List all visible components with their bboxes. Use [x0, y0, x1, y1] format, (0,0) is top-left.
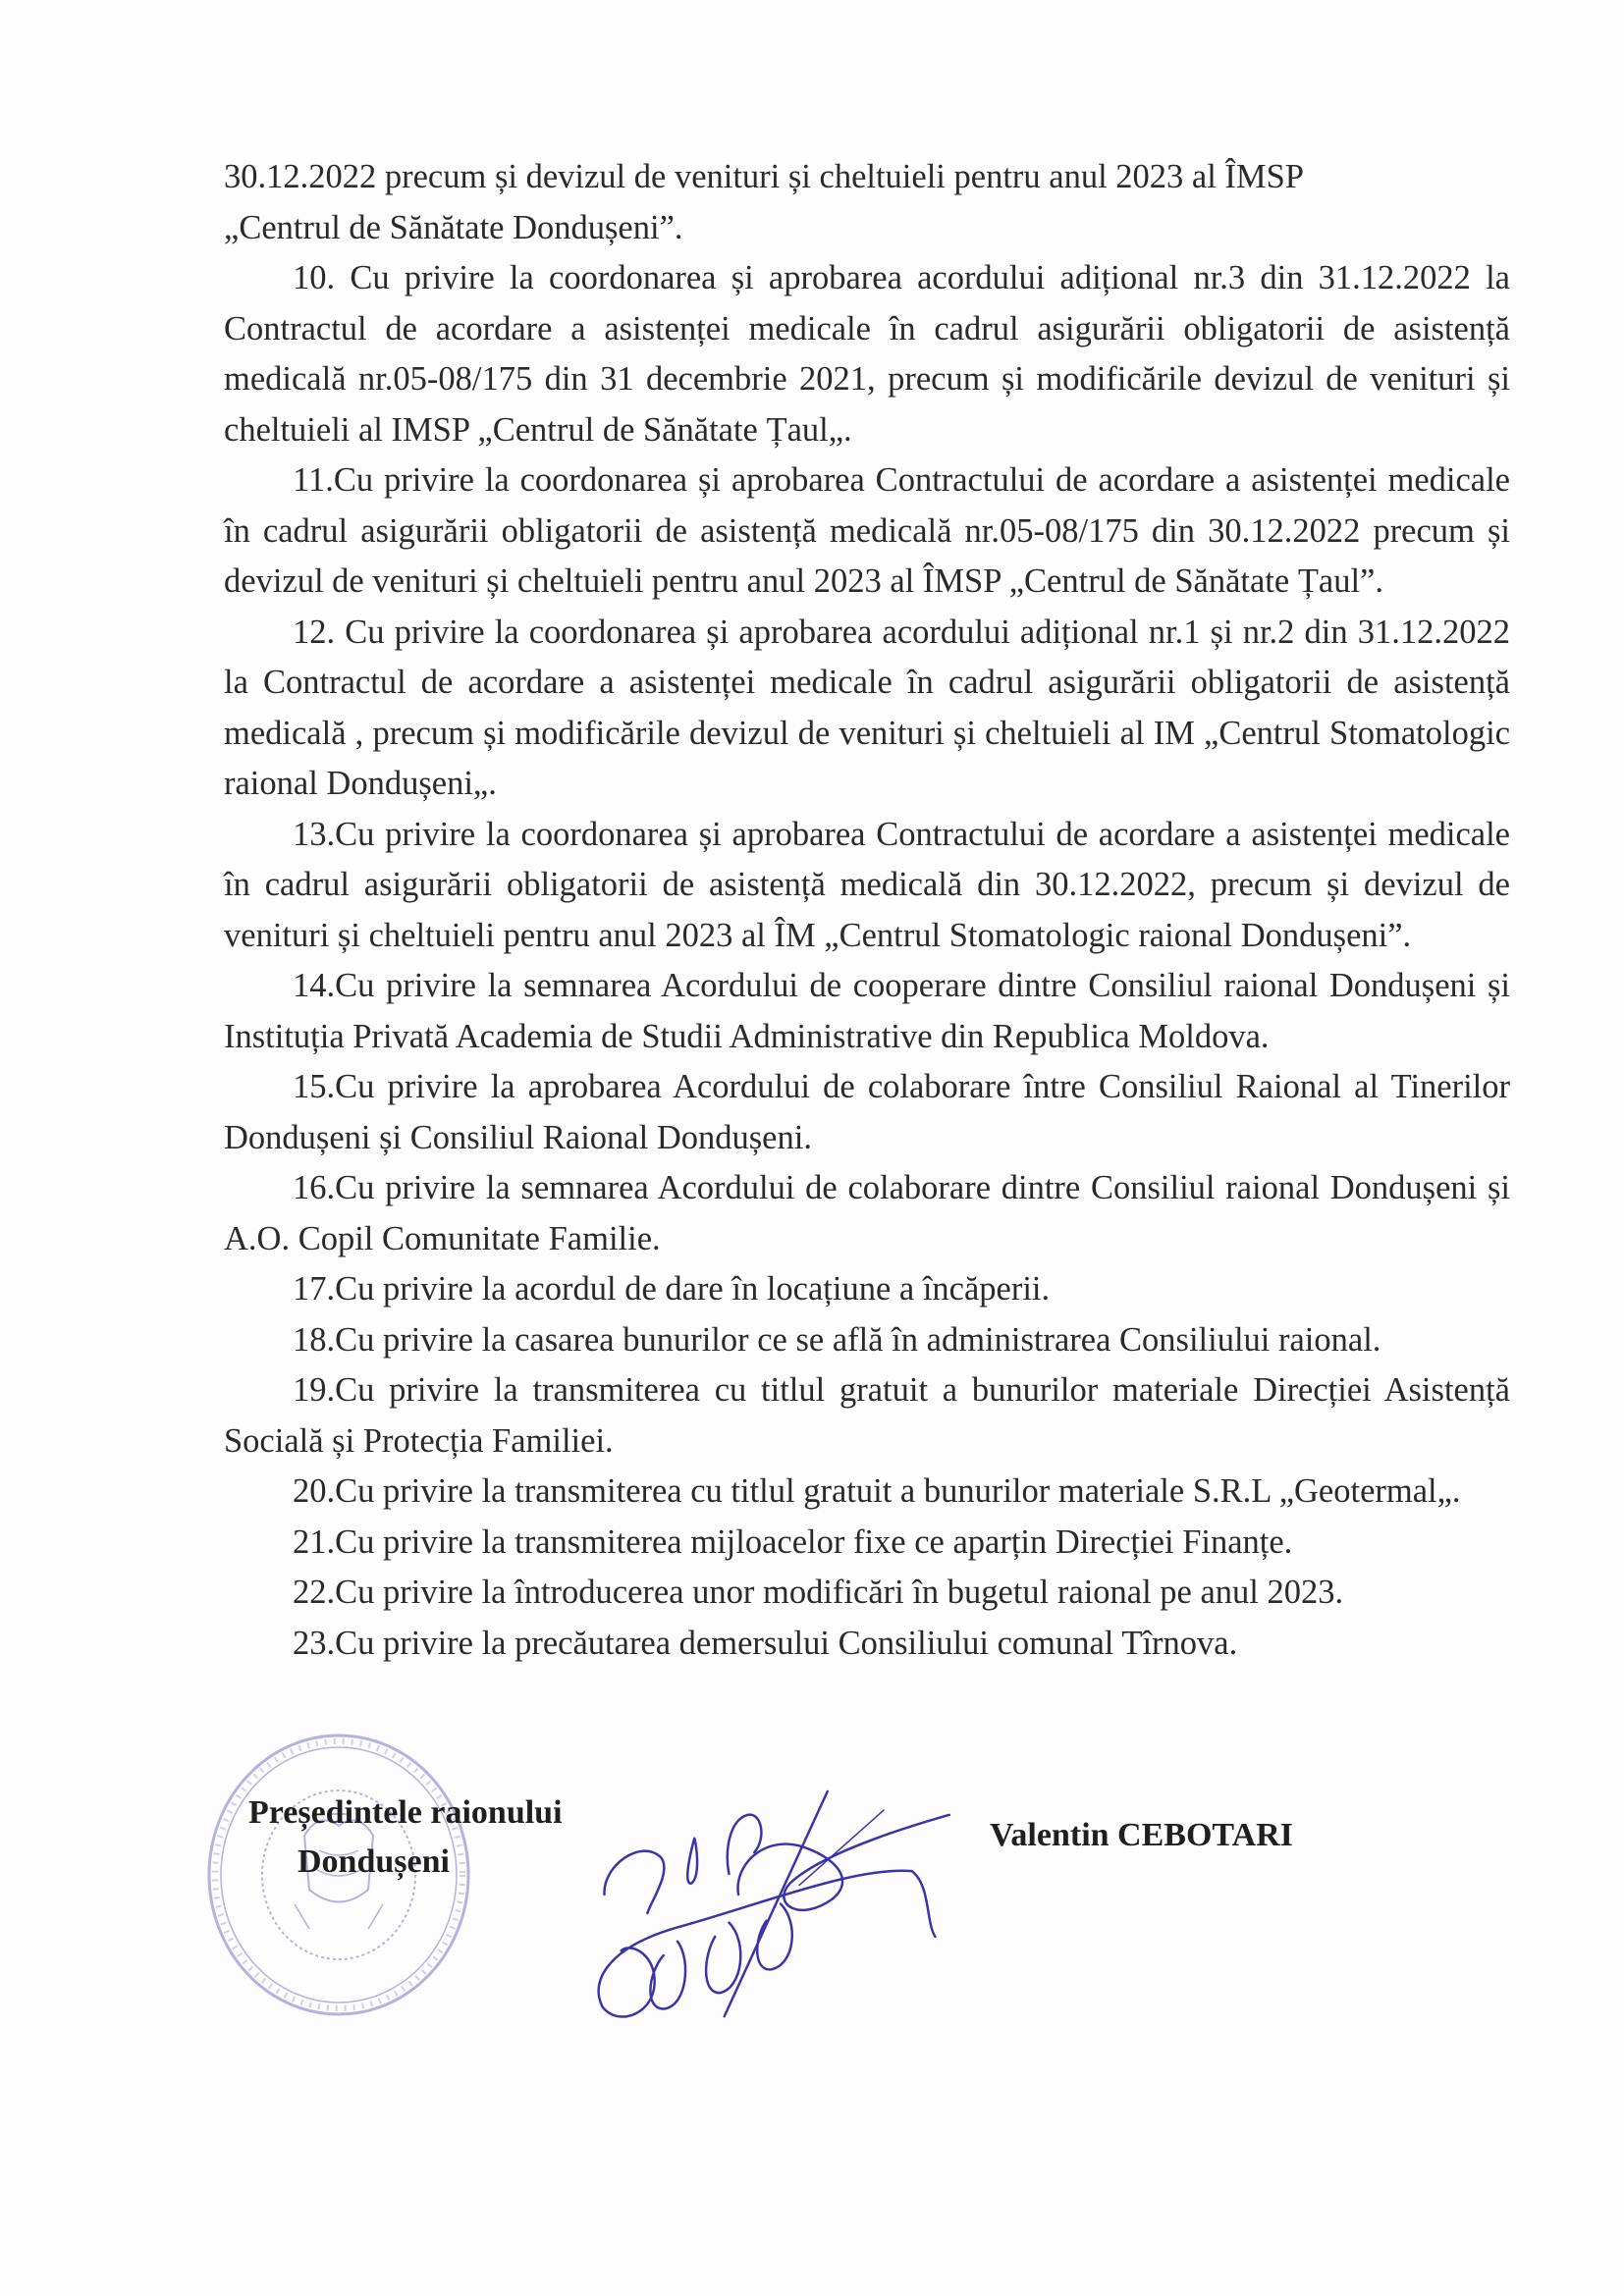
item-text: Cu privire la transmiterea cu titlul gratuit a bunurilor materiale S.R.L „Geotermal„. — [335, 1472, 1461, 1510]
agenda-item-11 — [224, 455, 1510, 608]
item-text: Cu privire la casarea bunurilor ce se află în administrarea Consiliului raional. — [335, 1320, 1381, 1359]
signature-block — [201, 1728, 1507, 2022]
continuation-line-2: „Centrul de Sănătate Dondușeni”. — [224, 208, 683, 246]
agenda-item-12 — [224, 608, 1510, 810]
item-text: Cu privire la semnarea Acordului de cooperare dintre Consiliul raional Dondușeni și Instituția Privată Academia de Studii Administrative din Republica Moldova. — [224, 967, 1510, 1055]
item-number: 20. — [293, 1472, 336, 1510]
item-number: 10. — [293, 259, 336, 296]
agenda-item-19 — [224, 1365, 1510, 1467]
item-text: Cu privire la transmiterea mijloacelor fixe ce aparțin Direcției Finanțe. — [335, 1522, 1293, 1561]
agenda-item-20 — [224, 1467, 1510, 1518]
agenda-item-14 — [224, 961, 1510, 1062]
agenda-item-17 — [224, 1264, 1510, 1315]
item-number: 18. — [293, 1320, 336, 1359]
item-text: Cu privire la coordonarea și aprobarea Contractului de acordare a asistenței medicale în cadrul asigurării obligatorii de asistență medicală din 30.12.2022, precum și devizul de venituri și cheltuieli pentru anul 2023 al ÎM „Centrul Stomatologic raional Dondușeni”. — [224, 815, 1510, 954]
item-text: Cu privire la precăutarea demersului Consiliului comunal Tîrnova. — [335, 1624, 1238, 1662]
item-number: 23. — [293, 1624, 336, 1662]
agenda-item-22 — [224, 1568, 1510, 1619]
item-number: 16. — [293, 1169, 336, 1206]
agenda-item-15 — [224, 1062, 1510, 1163]
item-number: 15. — [293, 1068, 336, 1105]
handwritten-signature-icon — [574, 1757, 987, 2032]
agenda-item-16 — [224, 1163, 1510, 1264]
item-text: Cu privire la semnarea Acordului de colaborare dintre Consiliul raional Dondușeni și A.O. Copil Comunitate Familie. — [224, 1169, 1510, 1257]
item-text: Cu privire la coordonarea și aprobarea acordului adițional nr.1 și nr.2 din 31.12.2022 la Contractul de acordare a asistenței medicale în cadrul asigurării obligatorii de asistență medicală , precum și modificările devizul de venituri și cheltuieli al IM „Centrul Stomatologic raional Dondușeni„. — [224, 613, 1510, 802]
signatory-title: Președintele raionului — [248, 1794, 563, 1831]
item-number: 19. — [293, 1371, 336, 1409]
item-number: 13. — [293, 815, 336, 853]
item-text: Cu privire la aprobarea Acordului de colaborare între Consiliul Raional al Tinerilor Dondușeni și Consiliul Raional Dondușeni. — [224, 1068, 1510, 1156]
signer-name: Valentin CEBOTARI — [990, 1817, 1293, 1853]
item-text: Cu privire la acordul de dare în locațiune a încăperii. — [335, 1270, 1051, 1308]
signatory-district: Dondușeni — [298, 1843, 450, 1880]
item-text: Cu privire la coordonarea și aprobarea Contractului de acordare a asistenței medicale în cadrul asigurării obligatorii de asistență medicală nr.05-08/175 din 30.12.2022 precum și devizul de venituri și cheltuieli pentru anul 2023 al ÎMSP „Centrul de Sănătate Țaul”. — [224, 461, 1510, 600]
item-text: Cu privire la întroducerea unor modificări în bugetul raional pe anul 2023. — [335, 1574, 1344, 1611]
agenda-item-10 — [224, 253, 1510, 455]
item-text: Cu privire la coordonarea și aprobarea acordului adițional nr.3 din 31.12.2022 la Contractul de acordare a asistenței medicale în cadrul asigurării obligatorii de asistență medicală nr.05-08/175 din 31 decembrie 2021, precum și modificările devizul de venituri și cheltuieli al IMSP „Centrul de Sănătate Țaul„. — [224, 259, 1510, 449]
item-text: Cu privire la transmiterea cu titlul gratuit a bunurilor materiale Direcției Asistență Socială și Protecția Familiei. — [224, 1371, 1510, 1460]
signatory-titles — [248, 1789, 563, 1887]
item-number: 22. — [293, 1574, 336, 1611]
item-number: 14. — [293, 967, 336, 1004]
continuation-paragraph — [224, 152, 1510, 253]
item-number: 12. — [293, 613, 336, 651]
agenda-item-18 — [224, 1315, 1510, 1366]
continuation-line-1: 30.12.2022 precum și devizul de venituri și cheltuieli pentru anul 2023 al ÎMSP — [224, 158, 1304, 195]
item-number: 21. — [293, 1522, 336, 1561]
agenda-item-13 — [224, 810, 1510, 962]
item-number: 11. — [293, 461, 334, 499]
agenda-item-21 — [224, 1518, 1510, 1569]
item-number: 17. — [293, 1270, 336, 1308]
agenda-item-23 — [224, 1619, 1510, 1670]
document-body — [224, 152, 1510, 1669]
